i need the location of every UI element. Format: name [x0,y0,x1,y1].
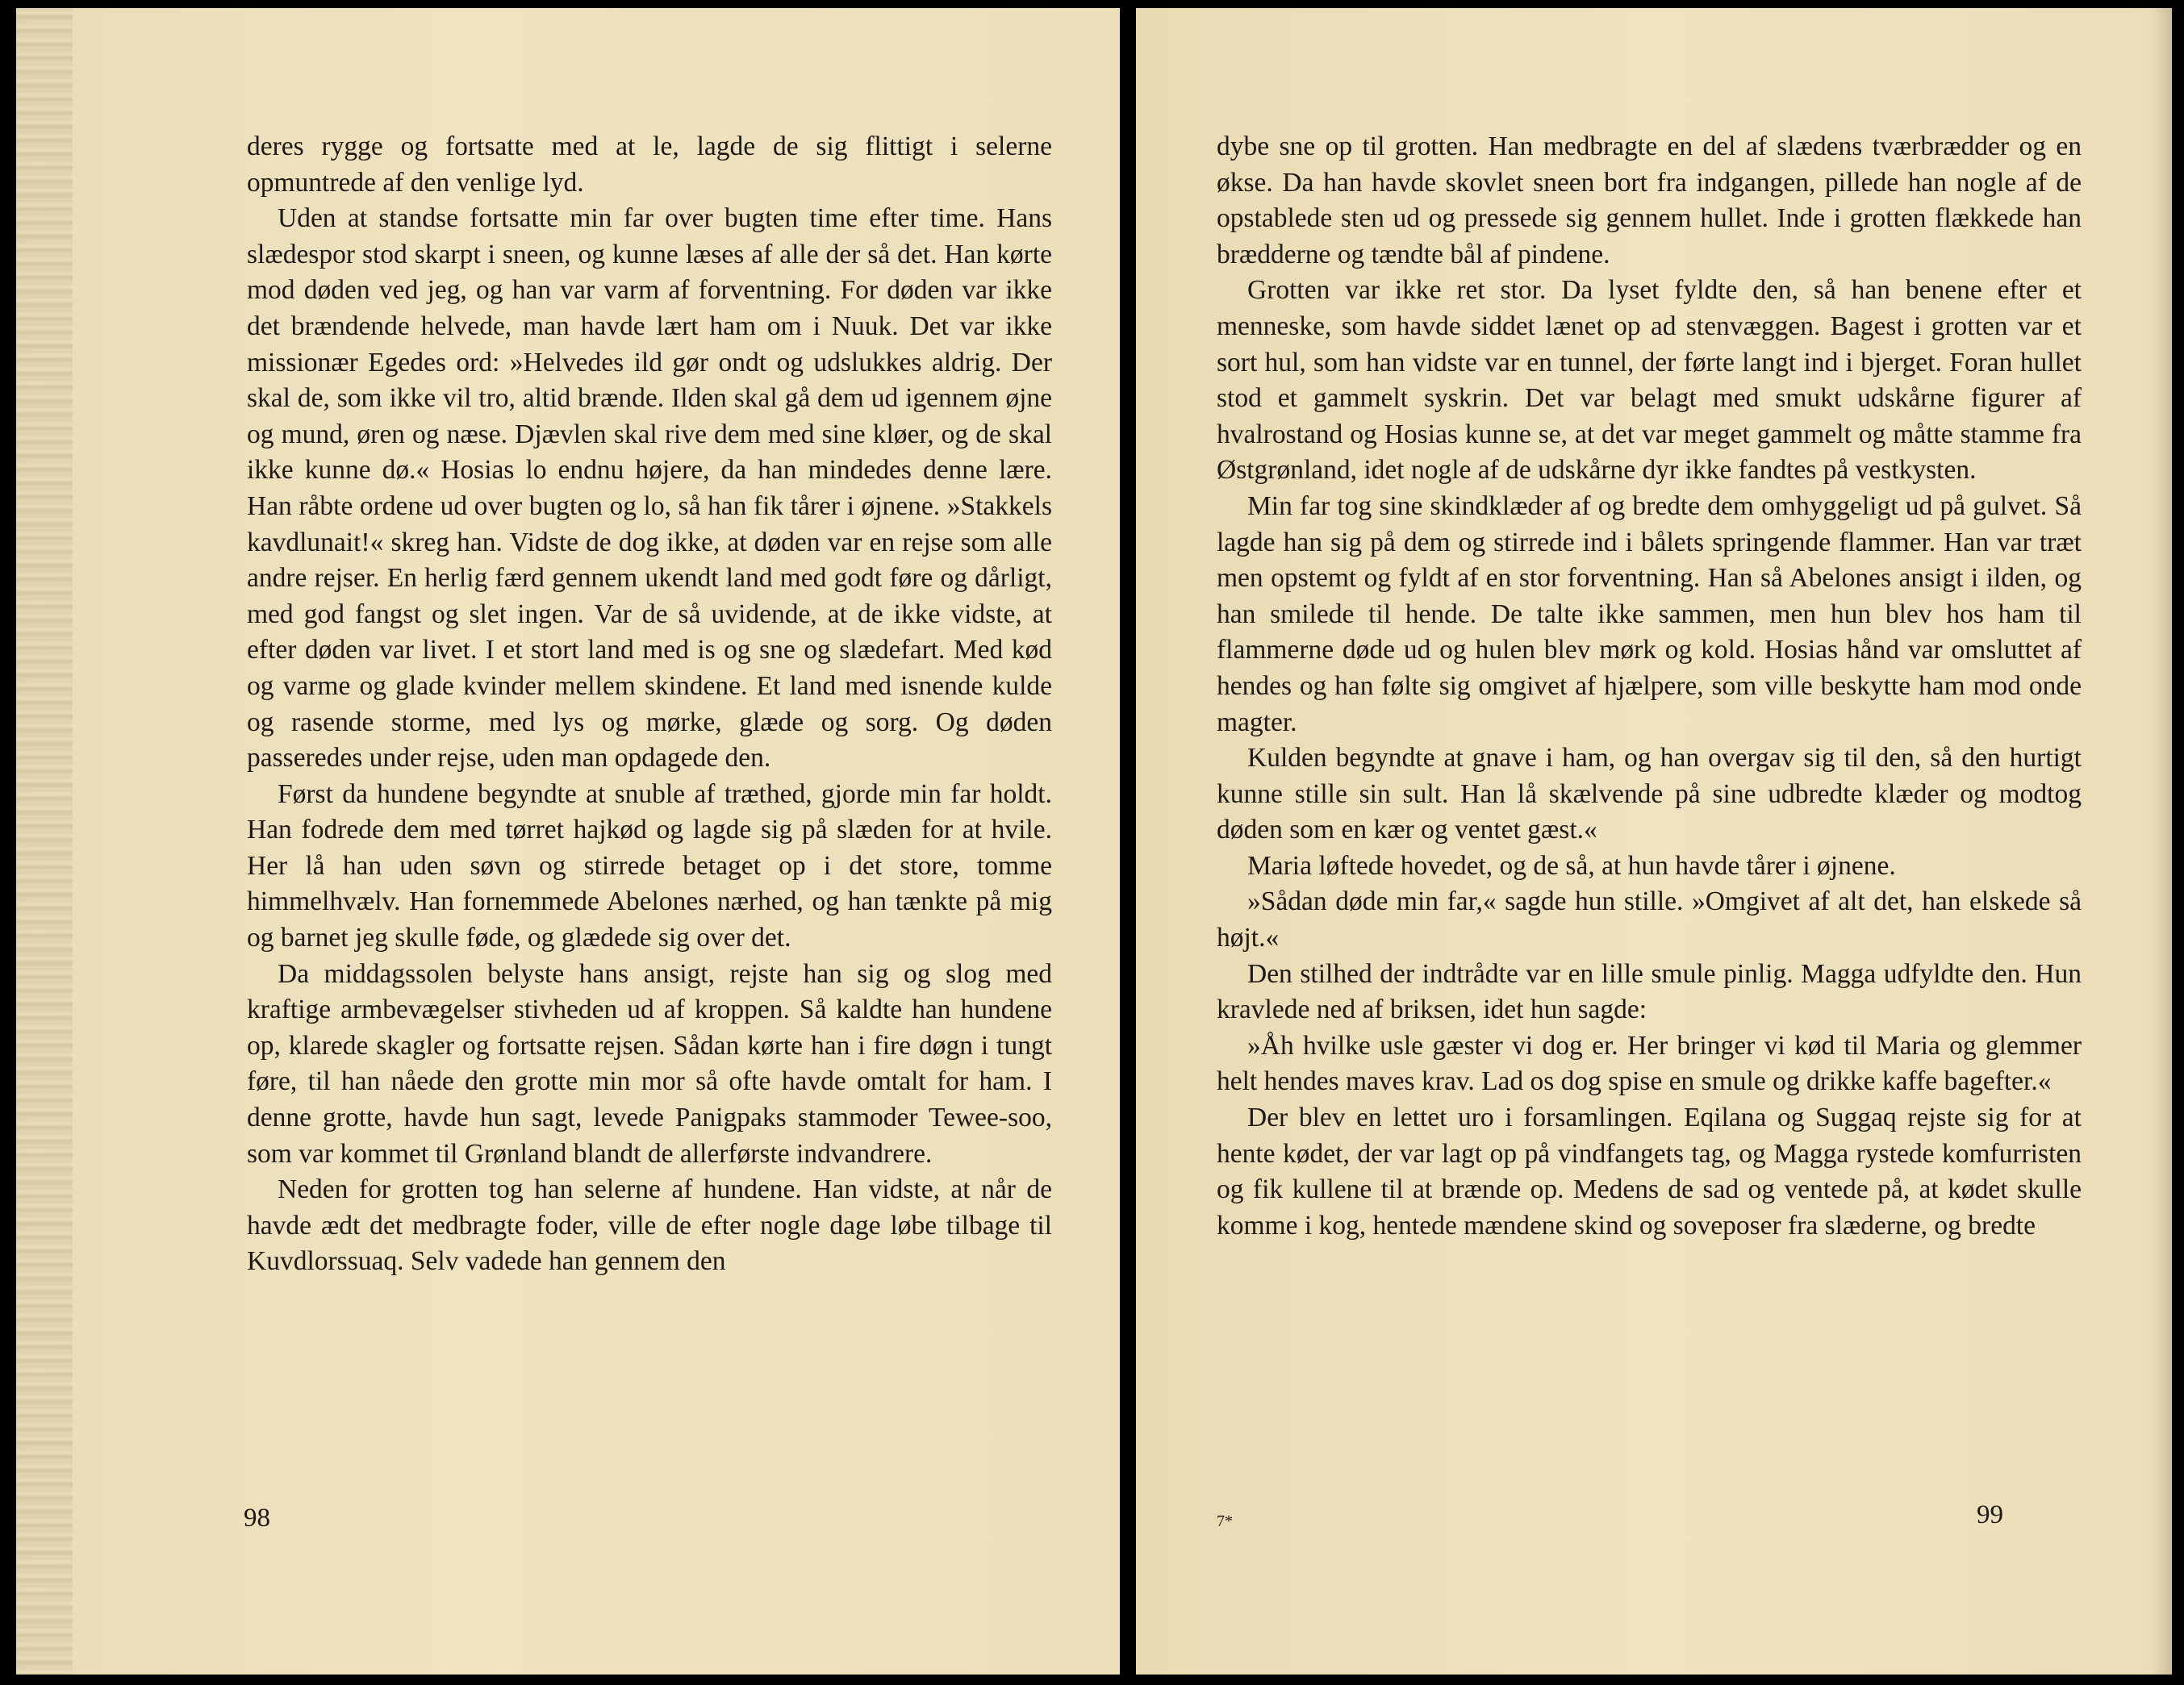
paragraph: Da middagssolen belyste hans ansigt, rejste han sig og slog med kraftige armbevægelser stivheden ud af kroppen. Så kaldte han hundene op, klarede skagler og fortsatte rejsen. Sådan kørte han i fire døgn i tungt føre, til han nåede den grotte min mor så ofte havde omtalt for ham. I denne grotte, havde hun sagt, levede Panigpaks stammoder Tewee-soo, som var kommet til Grønland blandt de allerførste indvandrere. [247,958,1052,1169]
paragraph: Maria løftede hovedet, og de så, at hun havde tårer i øjnene. [1247,850,1896,881]
page-number-left: 98 [244,1504,270,1533]
signature-mark: 7* [1217,1512,1233,1530]
paragraph: Neden for grotten tog han selerne af hundene. Han vidste, at når de havde ædt det medbragte foder, ville de efter nogle dage løbe tilbage til Kuvdlorssuaq. Selv vadede han gennem den [247,1174,1052,1277]
right-page [1136,8,2172,1675]
paragraph: Grotten var ikke ret stor. Da lyset fyldte den, så han benene efter et menneske, som havde siddet lænet op ad stenvæggen. Bagest i grotten var et sort hul, som han vidste var en tunnel, der førte langt ind i bjerget. Foran hullet stod et gammelt syskrin. Det var belagt med smukt udskårne figurer af hvalrostand og Hosias kunne se, at det var meget gammelt og måtte stamme fra Østgrønland, idet nogle af de udskårne dyr ikke fandtes på vestkysten. [1217,275,2082,486]
paragraph: Den stilhed der indtrådte var en lille smule pinlig. Magga udfyldte den. Hun kravlede ned af briksen, idet hun sagde: [1217,958,2082,1025]
paragraph: dybe sne op til grotten. Han medbragte en del af slædens tværbrædder og en økse. Da han havde skovlet sneen bort fra indgangen, pillede han nogle af de opstablede sten ud og pressede sig gennem hullet. Inde i grotten flækkede han brædderne og tændte bål af pindene. [1217,131,2082,269]
page-number-right: 99 [1977,1500,2003,1529]
paragraph: »Sådan døde min far,« sagde hun stille. »Omgivet af alt det, han elskede så højt.« [1217,886,2082,953]
paragraph: Kulden begyndte at gnave i ham, og han overgav sig til den, så den hurtigt kunne stille sin sult. Han lå skælvende på sine udbredte klæder og modtog døden som en kær og ventet gæst.« [1217,743,2082,845]
paragraph: Min far tog sine skindklæder af og bredte dem omhyggeligt ud på gulvet. Så lagde han sig på dem og stirrede ind i bålets springende flammer. Han var træt men opstemt og fyldt af en stor forventning. Han så Abelones ansigt i ilden, og han smilede til hende. De talte ikke sammen, men hun blev hos ham til flammerne døde ud og hulen blev mørk og kold. Hosias hånd var omsluttet af hendes og han følte sig omgivet af hjælpere, som ville beskytte ham mod onde magter. [1217,490,2082,737]
left-page-text [247,129,1052,1280]
paragraph: deres rygge og fortsatte med at le, lagde de sig flittigt i selerne opmuntrede af den venlige lyd. [247,131,1052,198]
paragraph: Først da hundene begyndte at snuble af træthed, gjorde min far holdt. Han fodrede dem med tørret hajkød og lagde sig på slæden for at hvile. Her lå han uden søvn og stirrede betaget op i det store, tomme himmelhvælv. Han fornemmede Abelones nærhed, og han tænkte på mig og barnet jeg skulle føde, og glædede sig over det. [247,778,1052,953]
right-page-text [1217,129,2082,1244]
paragraph: Uden at standse fortsatte min far over bugten time efter time. Hans slædespor stod skarpt i sneen, og kunne læses af alle der så det. Han kørte mod døden ved jeg, og han var varm af forventning. For døden var ikke det brændende helvede, man havde lært ham om i Nuuk. Det var ikke missionær Egedes ord: »Helvedes ild gør ondt og udslukkes aldrig. Der skal de, som ikke vil tro, altid brænde. Ilden skal gå dem ud igennem øjne og mund, øren og næse. Djævlen skal rive dem med sine kløer, og de skal ikke kunne dø.« Hosias lo endnu højere, da han mindedes denne lære. Han råbte ordene ud over bugten og lo, så han fik tårer i øjnene. »Stakkels kavdlunait!« skreg han. Vidste de dog ikke, at døden var en rejse som alle andre rejser. En herlig færd gennem ukendt land med godt føre og dårligt, med god fangst og slet ingen. Var de så uvidende, at de ikke vidste, at efter døden var livet. I et stort land med is og sne og slædefart. Med kød og varme og glade kvinder mellem skindene. Et land med isnende kulde og rasende storme, med lys og mørke, glæde og sorg. Og døden passeredes under rejse, uden man opdagede den. [247,203,1052,774]
left-page [16,8,1120,1675]
paragraph: Der blev en lettet uro i forsamlingen. Eqilana og Suggaq rejste sig for at hente kødet, der var lagt op på vindfangets tag, og Magga rystede komfurristen og fik kullene til at brænde op. Medens de sad og ventede på, at kødet skulle komme i kog, hentede mændene skind og soveposer fra slæderne, og bredte [1217,1103,2082,1241]
paragraph: »Åh hvilke usle gæster vi dog er. Her bringer vi kød til Maria og glemmer helt hendes maves krav. Lad os dog spise en smule og drikke kaffe bagefter.« [1217,1030,2082,1097]
